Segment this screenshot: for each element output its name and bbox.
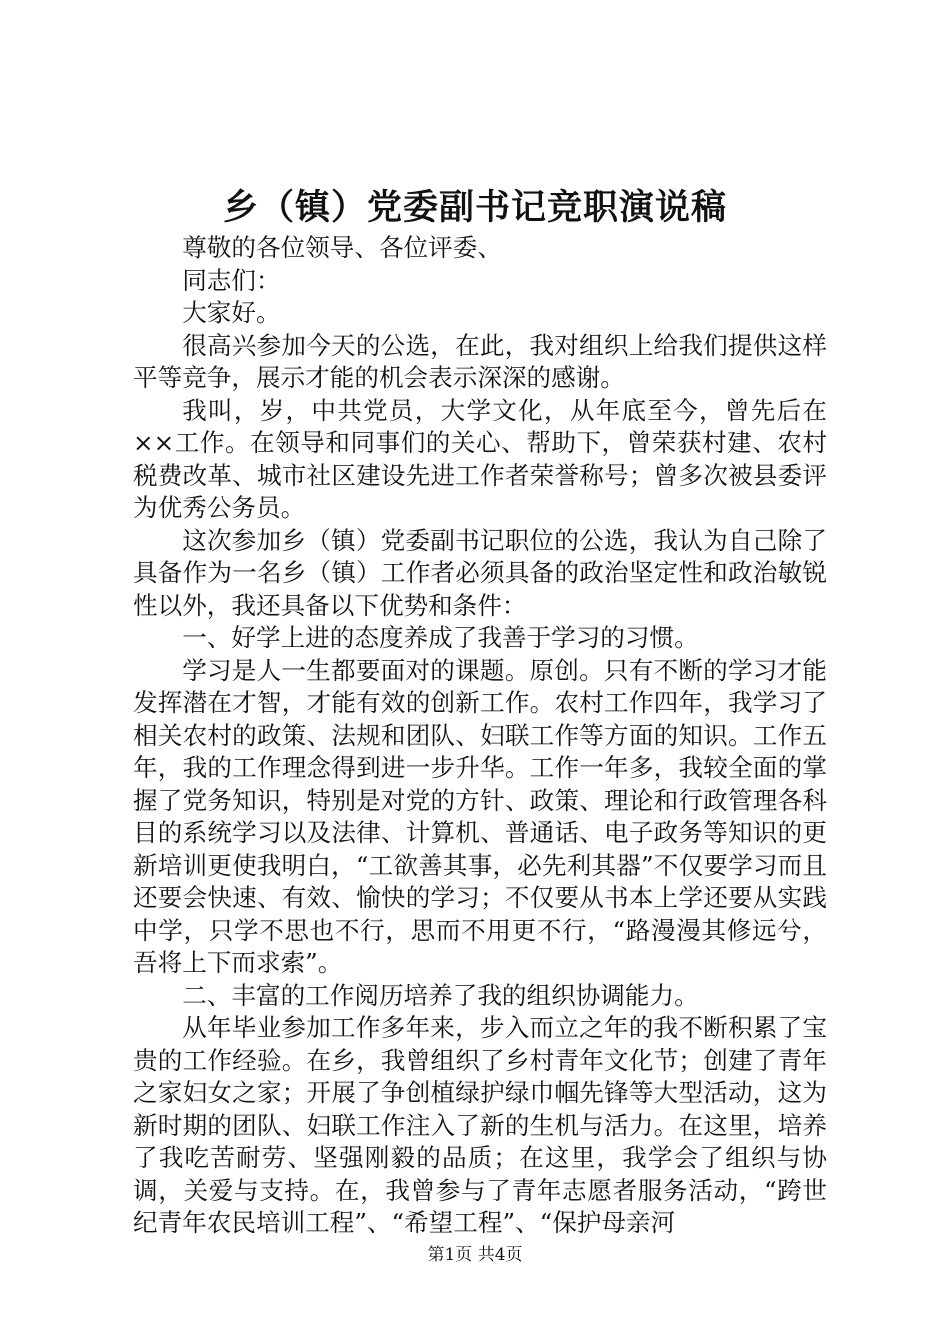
body-paragraph: 很高兴参加今天的公选，在此，我对组织上给我们提供这样平等竞争，展示才能的机会表示深深的感谢。 xyxy=(133,330,827,392)
salutation-line: 尊敬的各位领导、各位评委、 xyxy=(182,233,502,262)
section-heading: 二、丰富的工作阅历培养了我的组织协调能力。 xyxy=(182,980,699,1010)
body-paragraph: 从年毕业参加工作多年来，步入而立之年的我不断积累了宝贵的工作经验。在乡，我曾组织了乡村青年文化节；创建了青年之家妇女之家；开展了争创植绿护绿巾帼先锋等大型活动，这为新时期的团队、妇联工作注入了新的生机与活力。在这里，培养了我吃苦耐劳、坚强刚毅的品质；在这里，我学会了组织与协调，关爱与支持。在，我曾参与了青年志愿者服务活动，“跨世纪青年农民培训工程”、“希望工程”、“保护母亲河 xyxy=(133,1013,827,1237)
body-paragraph: 这次参加乡（镇）党委副书记职位的公选，我认为自己除了具备作为一名乡（镇）工作者必须具备的政治坚定性和政治敏锐性以外，我还具备以下优势和条件： xyxy=(133,525,827,620)
page-number-footer: 第1页 共4页 xyxy=(427,1245,523,1265)
salutation-line: 同志们： xyxy=(182,265,281,295)
greeting-line: 大家好。 xyxy=(182,298,281,327)
document-title: 乡（镇）党委副书记竞职演说稿 xyxy=(222,187,727,228)
body-paragraph: 我叫，岁，中共党员，大学文化，从年底至今，曾先后在××工作。在领导和同事们的关心、帮助下，曾荣获村建、农村税费改革、城市社区建设先进工作者荣誉称号；曾多次被县委评为优秀公务员。 xyxy=(133,395,827,522)
body-paragraph: 学习是人一生都要面对的课题。原创。只有不断的学习才能发挥潜在才智，才能有效的创新工作。农村工作四年，我学习了相关农村的政策、法规和团队、妇联工作等方面的知识。工作五年，我的工作理念得到进一步升华。工作一年多，我较全面的掌握了党务知识，特别是对党的方针、政策、理论和行政管理各科目的系统学习以及法律、计算机、普通话、电子政务等知识的更新培训更使我明白，“工欲善其事，必先利其器”不仅要学习而且还要会快速、有效、愉快的学习；不仅要从书本上学还要从实践中学，只学不思也不行，思而不用更不行，“路漫漫其修远兮，吾将上下而求索”。 xyxy=(133,655,827,977)
section-heading: 一、好学上进的态度养成了我善于学习的习惯。 xyxy=(182,623,699,652)
document-body xyxy=(133,232,827,1240)
